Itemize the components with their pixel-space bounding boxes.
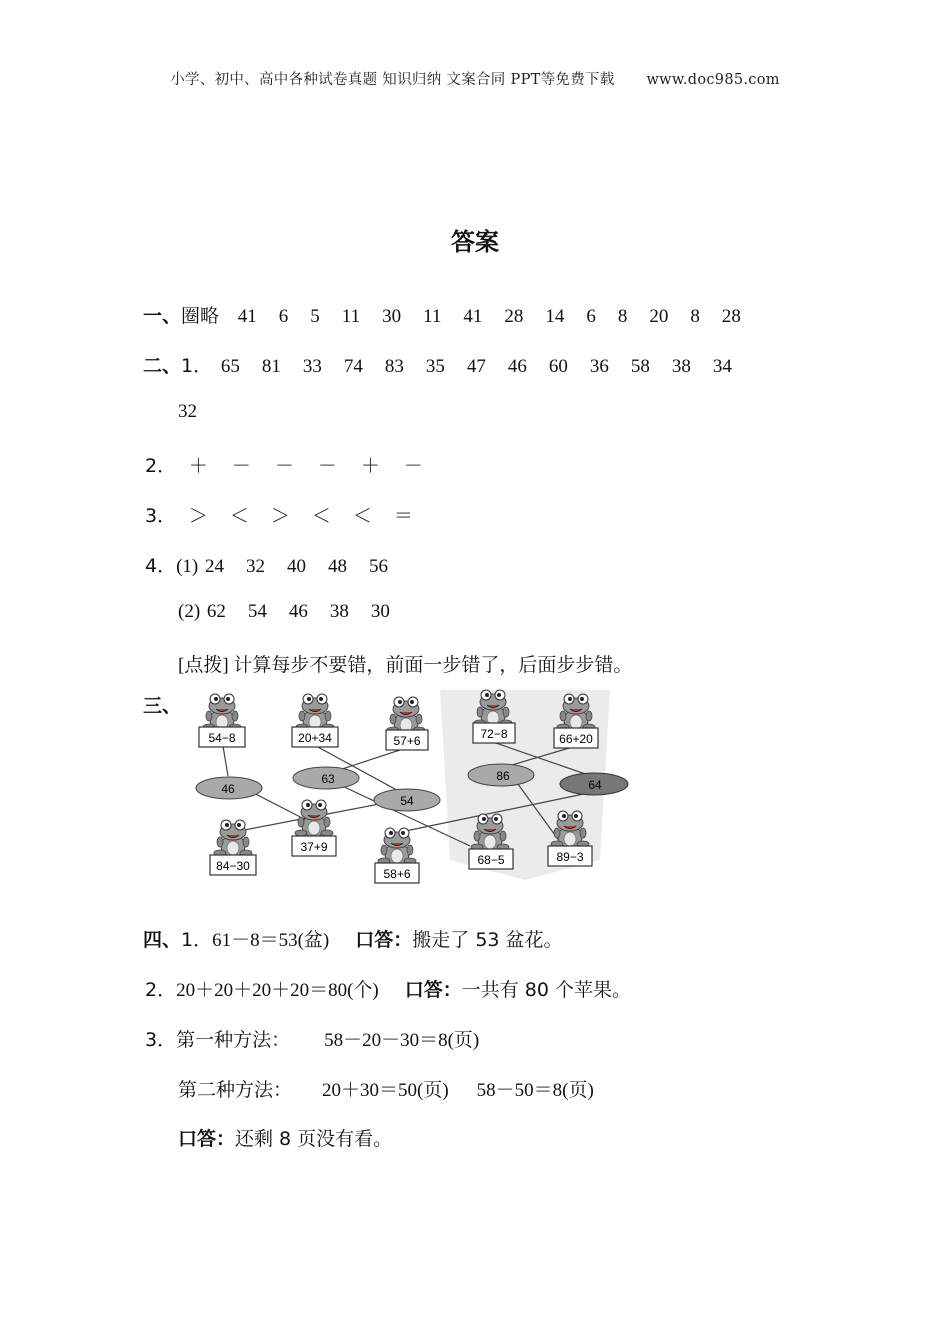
answer-value: 20 bbox=[649, 306, 669, 327]
answer-value: － bbox=[231, 456, 251, 477]
answer-value: ＞ bbox=[188, 506, 208, 527]
answer-value: 41 bbox=[463, 306, 483, 327]
bottom-frog-1 bbox=[210, 820, 256, 875]
answer-value: 81 bbox=[261, 356, 281, 377]
answer-value: 33 bbox=[302, 356, 322, 377]
lily-pad-3-label: 54 bbox=[400, 794, 414, 808]
lily-pad-2-label: 63 bbox=[321, 772, 335, 786]
section4-q1-line bbox=[143, 925, 563, 952]
section4-q1-equation: 61－8＝53(盆) bbox=[212, 930, 330, 951]
page-title: 答案 bbox=[451, 228, 499, 256]
bottom-frog-3-label: 58+6 bbox=[383, 867, 411, 881]
section4-label: 四、 bbox=[143, 929, 182, 951]
answer-value: 65 bbox=[220, 356, 240, 377]
answer-value: 6 bbox=[586, 306, 596, 327]
answer-value: 24 bbox=[205, 556, 224, 577]
lily-pad-4 bbox=[468, 764, 534, 786]
section2-q2-num: 2． bbox=[145, 455, 177, 477]
section4-q3-line3 bbox=[178, 1124, 392, 1151]
answer-value: ＝ bbox=[393, 506, 413, 527]
answer-value: 54 bbox=[247, 601, 267, 622]
section4-q3-line2 bbox=[178, 1075, 594, 1102]
section4-q2-equation: 20＋20＋20＋20＝80(个) bbox=[176, 980, 379, 1001]
section2-q4-num: 4． bbox=[145, 555, 177, 577]
answer-value: 11 bbox=[341, 306, 361, 327]
section2-q3-num: 3． bbox=[145, 505, 177, 527]
lily-pad-2 bbox=[293, 767, 359, 789]
answer-value: ＜ bbox=[229, 506, 249, 527]
answer-value: 32 bbox=[246, 556, 265, 577]
answer-value: 60 bbox=[548, 356, 568, 377]
header-text: 小学、初中、高中各种试卷真题 知识归纳 文案合同 PPT等免费下载 bbox=[170, 72, 615, 88]
section1-lead: 圈略 bbox=[181, 305, 220, 327]
answer-value: 36 bbox=[589, 356, 609, 377]
answer-value: 30 bbox=[382, 306, 402, 327]
top-frog-3-label: 57+6 bbox=[393, 734, 421, 748]
lily-pad-3 bbox=[374, 789, 440, 811]
section4-q3-answer: 还剩 8 页没有看。 bbox=[235, 1128, 393, 1150]
answer-value: 41 bbox=[237, 306, 257, 327]
answer-value: 28 bbox=[721, 306, 741, 327]
section2-q1-num: 1． bbox=[181, 355, 213, 377]
answer-value: 14 bbox=[545, 306, 565, 327]
answer-value: 5 bbox=[310, 306, 320, 327]
answer-value: － bbox=[317, 456, 337, 477]
top-frog-5-label: 66+20 bbox=[559, 732, 593, 746]
answer-value: ＞ bbox=[270, 506, 290, 527]
answer-value: 38 bbox=[671, 356, 691, 377]
bottom-frog-5-label: 89−3 bbox=[556, 850, 584, 864]
section4-q3-line bbox=[145, 1025, 479, 1052]
answer-value: ＜ bbox=[311, 506, 331, 527]
section2-label: 二、 bbox=[143, 355, 182, 377]
answer-value: － bbox=[274, 456, 294, 477]
section4-q3-method2-equation1: 20＋30＝50(页) bbox=[322, 1080, 449, 1101]
section4-q1-answer: 搬走了 53 盆花。 bbox=[412, 929, 563, 951]
section1-label: 一、 bbox=[143, 305, 182, 327]
answer-value: 28 bbox=[504, 306, 524, 327]
answer-value: 34 bbox=[712, 356, 732, 377]
section4-q2-num: 2． bbox=[145, 979, 177, 1001]
answer-value: 30 bbox=[370, 601, 390, 622]
section2-q4-part2-label: (2) bbox=[178, 601, 201, 622]
lily-pad-4-label: 86 bbox=[496, 769, 510, 783]
section4-q1-num: 1． bbox=[181, 929, 213, 951]
answer-value: 58 bbox=[630, 356, 650, 377]
answer-value: 32 bbox=[178, 401, 197, 422]
bottom-frog-2-label: 37+9 bbox=[300, 840, 328, 854]
section4-q3-method2-label: 第二种方法： bbox=[178, 1079, 293, 1101]
answer-value: 8 bbox=[617, 306, 628, 327]
section4-q3-method1-equation: 58－20－30＝8(页) bbox=[324, 1030, 480, 1051]
lily-pad-1-label: 46 bbox=[221, 782, 235, 796]
section2-tip: [点拨] 计算每步不要错，前面一步错了，后面步步错。 bbox=[178, 655, 633, 676]
section4-q3-method1-label: 第一种方法： bbox=[176, 1029, 291, 1051]
section4-q1-answer-label: 口答： bbox=[355, 929, 413, 951]
bottom-frog-3 bbox=[375, 828, 419, 883]
top-frog-1-label: 54−8 bbox=[208, 731, 236, 745]
section3-label: 三、 bbox=[143, 695, 182, 717]
section4-q3-num: 3． bbox=[145, 1029, 177, 1051]
top-frog-2-label: 20+34 bbox=[298, 731, 332, 745]
lily-pad-1 bbox=[196, 777, 262, 799]
bottom-frog-4-label: 68−5 bbox=[477, 853, 505, 867]
answer-value: 46 bbox=[507, 356, 527, 377]
bottom-frog-2 bbox=[292, 800, 336, 856]
top-frog-2 bbox=[292, 694, 338, 747]
answer-value: － bbox=[403, 456, 423, 477]
answer-value: 74 bbox=[343, 356, 363, 377]
answer-value: 83 bbox=[384, 356, 404, 377]
answer-value: 38 bbox=[329, 601, 349, 622]
answer-value: 40 bbox=[287, 556, 306, 577]
lily-pad-5 bbox=[560, 773, 628, 795]
answer-value: 47 bbox=[466, 356, 486, 377]
top-frog-1 bbox=[199, 694, 245, 747]
top-frog-3 bbox=[386, 697, 428, 750]
answer-value: 35 bbox=[425, 356, 445, 377]
section2-q4-part1-label: (1) bbox=[176, 556, 199, 577]
section4-q2-answer-label: 口答： bbox=[404, 979, 462, 1001]
answer-value: 56 bbox=[369, 556, 388, 577]
section4-q3-method2-equation2: 58－50＝8(页) bbox=[476, 1080, 594, 1101]
bottom-frog-1-label: 84−30 bbox=[216, 859, 250, 873]
answer-value: 11 bbox=[423, 306, 442, 327]
answer-value: 6 bbox=[278, 306, 289, 327]
answer-value: 46 bbox=[288, 601, 308, 622]
section4-q3-answer-label: 口答： bbox=[178, 1128, 236, 1150]
section4-q2-line bbox=[145, 975, 631, 1002]
answer-value: 8 bbox=[690, 306, 700, 327]
lily-pad-5-label: 64 bbox=[588, 778, 602, 792]
answer-value: 62 bbox=[206, 601, 226, 622]
answer-value: 48 bbox=[328, 556, 347, 577]
top-frog-4-label: 72−8 bbox=[480, 727, 508, 741]
answer-value: ＜ bbox=[352, 506, 372, 527]
header-url: www.doc985.com bbox=[646, 72, 780, 88]
answer-value: ＋ bbox=[360, 456, 380, 477]
section4-q2-answer: 一共有 80 个苹果。 bbox=[461, 979, 632, 1001]
answer-value: ＋ bbox=[188, 456, 208, 477]
